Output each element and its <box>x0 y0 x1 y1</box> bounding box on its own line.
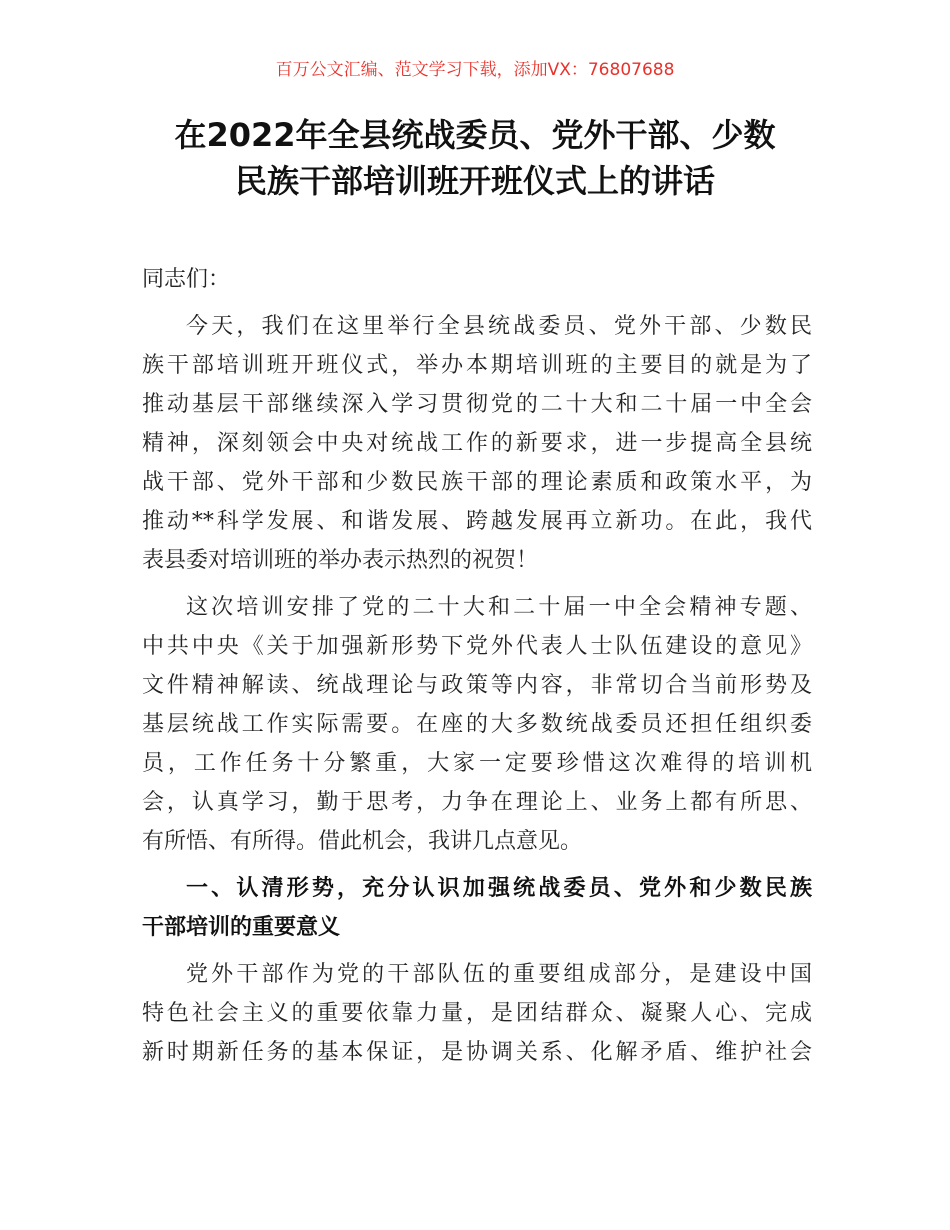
heading-line: 一、认清形势，充分认识加强统战委员、党外和少数民族 <box>186 876 812 901</box>
paragraph-2 <box>142 588 812 861</box>
paragraph-line: 今天，我们在这里举行全县统战委员、党外干部、少数民 <box>186 314 812 339</box>
paragraph-line: 中共中央《关于加强新形势下党外代表人士队伍建设的意见》 <box>142 634 812 659</box>
salutation-line: 同志们： <box>142 267 231 292</box>
paragraph-line: 文件精神解读、统战理论与政策等内容，非常切合当前形势及 <box>142 673 812 698</box>
paragraph-line: 精神，深刻领会中央对统战工作的新要求，进一步提高全县统 <box>142 431 812 456</box>
document-title <box>120 112 830 204</box>
paragraph-line: 表县委对培训班的举办表示热烈的祝贺！ <box>142 548 539 573</box>
paragraph-line: 党外干部作为党的干部队伍的重要组成部分，是建设中国 <box>186 962 812 987</box>
paragraph-line: 战干部、党外干部和少数民族干部的理论素质和政策水平，为 <box>142 470 812 495</box>
paragraph-line: 基层统战工作实际需要。在座的大多数统战委员还担任组织委 <box>142 712 812 737</box>
paragraph-line: 推动**科学发展、和谐发展、跨越发展再立新功。在此，我代 <box>142 509 812 534</box>
paragraph-1 <box>142 307 812 580</box>
title-line-2: 民族干部培训班开班仪式上的讲话 <box>234 162 715 200</box>
document-body <box>142 260 812 1072</box>
paragraph-line: 推动基层干部继续深入学习贯彻党的二十大和二十届一中全会 <box>142 392 812 417</box>
paragraph-line: 员，工作任务十分繁重，大家一定要珍惜这次难得的培训机 <box>142 751 812 776</box>
paragraph-line: 这次培训安排了党的二十大和二十届一中全会精神专题、 <box>186 595 812 620</box>
title-line-1: 在2022年全县统战委员、党外干部、少数 <box>174 116 776 154</box>
paragraph-line: 特色社会主义的重要依靠力量，是团结群众、凝聚人心、完成 <box>142 1001 812 1026</box>
heading-line: 干部培训的重要意义 <box>142 915 341 940</box>
watermark-banner: 百万公文汇编、范文学习下载，添加VX：76807688 <box>275 60 675 80</box>
paragraph-line: 新时期新任务的基本保证，是协调关系、化解矛盾、维护社会 <box>142 1040 812 1065</box>
paragraph-line: 有所悟、有所得。借此机会，我讲几点意见。 <box>142 829 583 854</box>
salutation <box>142 260 812 299</box>
paragraph-line: 会，认真学习，勤于思考，力争在理论上、业务上都有所思、 <box>142 790 812 815</box>
paragraph-3 <box>142 955 812 1072</box>
paragraph-line: 族干部培训班开班仪式，举办本期培训班的主要目的就是为了 <box>142 353 812 378</box>
section-heading-1 <box>142 869 812 947</box>
